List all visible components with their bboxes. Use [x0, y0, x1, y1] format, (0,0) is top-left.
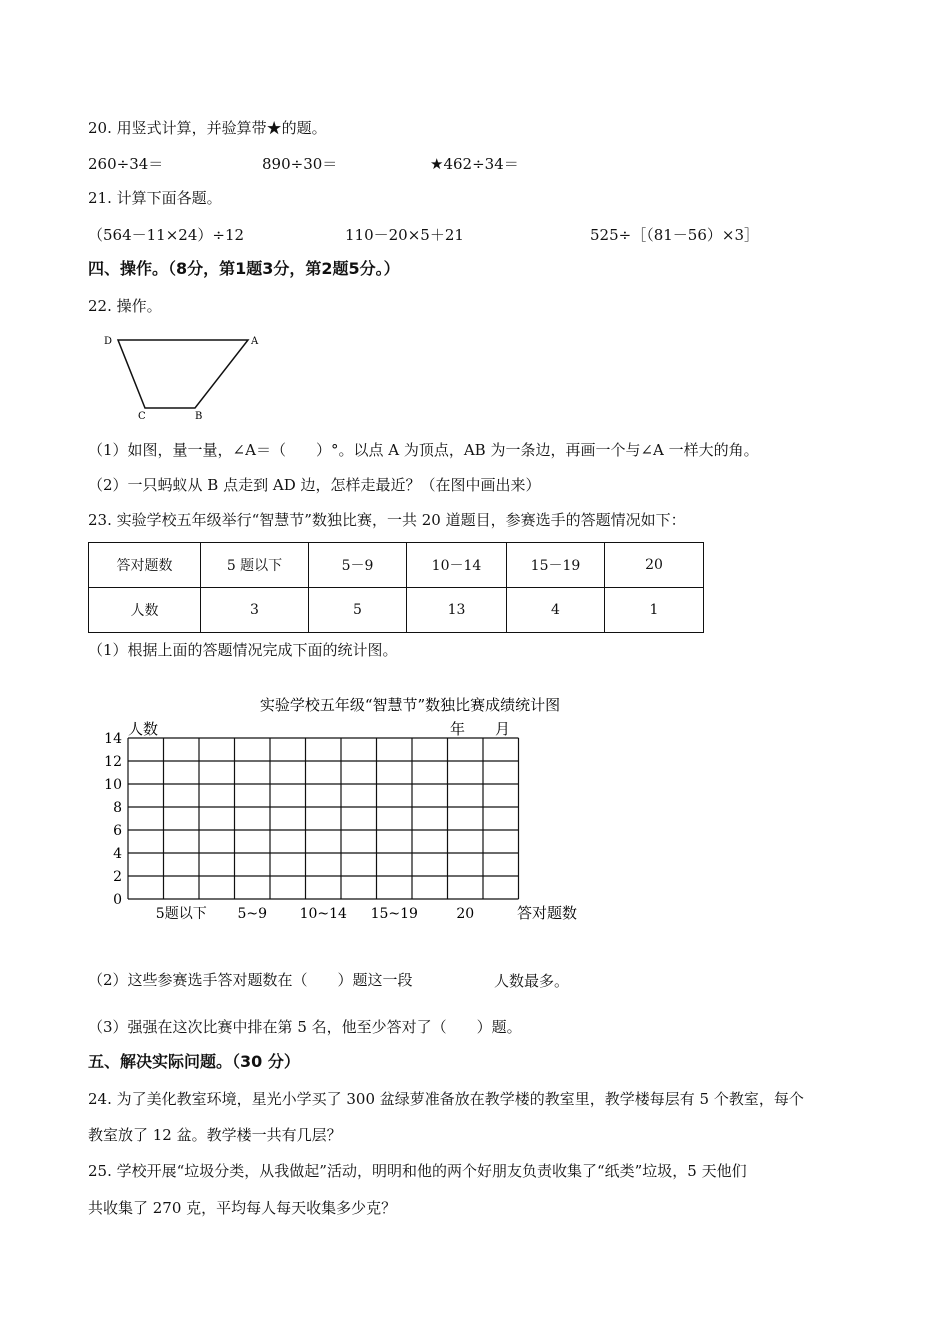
chart-y-axis-label: 人数 — [128, 720, 159, 738]
table-cell: 4 — [507, 588, 605, 633]
table-row — [89, 543, 704, 588]
section4-heading: 四、操作。（8分，第1题3分，第2题5分。） — [88, 259, 400, 278]
q23-sub2-a: （2）这些参赛选手答对题数在（ ）题这一段 — [88, 971, 413, 989]
bar-chart-grid — [90, 690, 610, 930]
y-tick-label: 6 — [113, 823, 122, 839]
q23-sub3: （3）强强在这次比赛中排在第 5 名，他至少答对了（ ）题。 — [88, 1018, 522, 1036]
q21-item-2: 110－20×5＋21 — [345, 226, 464, 244]
q23-sub1: （1）根据上面的答题情况完成下面的统计图。 — [88, 641, 398, 659]
chart-title: 实验学校五年级“智慧节”数独比赛成绩统计图 — [259, 696, 561, 714]
x-tick-label: 20 — [456, 906, 475, 922]
q22-sub2: （2）一只蚂蚁从 B 点走到 AD 边，怎样走最近？（在图中画出来） — [88, 476, 541, 494]
chart-date-label: 年 月 — [450, 720, 511, 738]
y-tick-label: 8 — [113, 800, 122, 816]
q24-line1: 24. 为了美化教室环境，星光小学买了 300 盆绿萝准备放在教学楼的教室里，教学楼每层有 5 个教室，每个 — [88, 1090, 804, 1108]
table-cell: 5－9 — [309, 543, 407, 588]
q20-item-1: 260÷34＝ — [88, 155, 164, 173]
q21-title: 21. 计算下面各题。 — [88, 189, 222, 207]
q21-item-3: 525÷［（81－56）×3］ — [590, 226, 759, 244]
table-cell: 5 — [309, 588, 407, 633]
vertex-label-a: A — [251, 336, 259, 347]
x-tick-label: 15~19 — [370, 906, 418, 922]
table-cell: 20 — [605, 543, 704, 588]
table-cell: 3 — [201, 588, 309, 633]
table-cell: 1 — [605, 588, 704, 633]
table-cell: 答对题数 — [89, 543, 201, 588]
answer-stats-table — [88, 542, 704, 633]
table-cell: 13 — [407, 588, 507, 633]
q25-line2: 共收集了 270 克，平均每人每天收集多少克？ — [88, 1199, 397, 1217]
q20-title: 20. 用竖式计算，并验算带★的题。 — [88, 119, 327, 137]
y-tick-label: 10 — [104, 777, 122, 793]
q20-item-2: 890÷30＝ — [262, 155, 338, 173]
q23-sub2-b: 人数最多。 — [494, 972, 570, 990]
q22-title: 22. 操作。 — [88, 297, 162, 315]
x-tick-label: 10~14 — [299, 906, 347, 922]
y-tick-label: 12 — [104, 754, 122, 770]
trapezoid-abcd — [118, 340, 248, 408]
vertex-label-c: C — [138, 411, 146, 422]
y-tick-label: 4 — [113, 846, 122, 862]
q20-item-3: ★462÷34＝ — [430, 155, 519, 173]
trapezoid-figure — [100, 330, 270, 425]
table-cell: 人数 — [89, 588, 201, 633]
x-tick-label: 5题以下 — [155, 906, 207, 922]
vertex-label-d: D — [104, 336, 113, 347]
table-row — [89, 588, 704, 633]
x-tick-label: 5~9 — [237, 906, 268, 922]
section5-heading: 五、解决实际问题。（30 分） — [88, 1052, 300, 1071]
chart-x-axis-label: 答对题数 — [517, 904, 578, 922]
q21-item-1: （564－11×24）÷12 — [88, 226, 245, 244]
q22-sub1: （1）如图，量一量，∠A＝（ ）°。以点 A 为顶点，AB 为一条边，再画一个与∠A 一样大的角。 — [88, 441, 759, 459]
table-cell: 5 题以下 — [201, 543, 309, 588]
q24-line2: 教室放了 12 盆。教学楼一共有几层？ — [88, 1126, 342, 1144]
q23-title: 23. 实验学校五年级举行“智慧节”数独比赛，一共 20 道题目，参赛选手的答题情况如下： — [88, 511, 686, 529]
y-tick-label: 0 — [113, 892, 122, 908]
vertex-label-b: B — [195, 411, 203, 422]
y-tick-label: 14 — [104, 731, 122, 747]
table-cell: 10－14 — [407, 543, 507, 588]
q25-line1: 25. 学校开展“垃圾分类，从我做起”活动，明明和他的两个好朋友负责收集了“纸类”垃圾，5 天他们 — [88, 1162, 747, 1180]
y-tick-label: 2 — [113, 869, 122, 885]
table-cell: 15－19 — [507, 543, 605, 588]
